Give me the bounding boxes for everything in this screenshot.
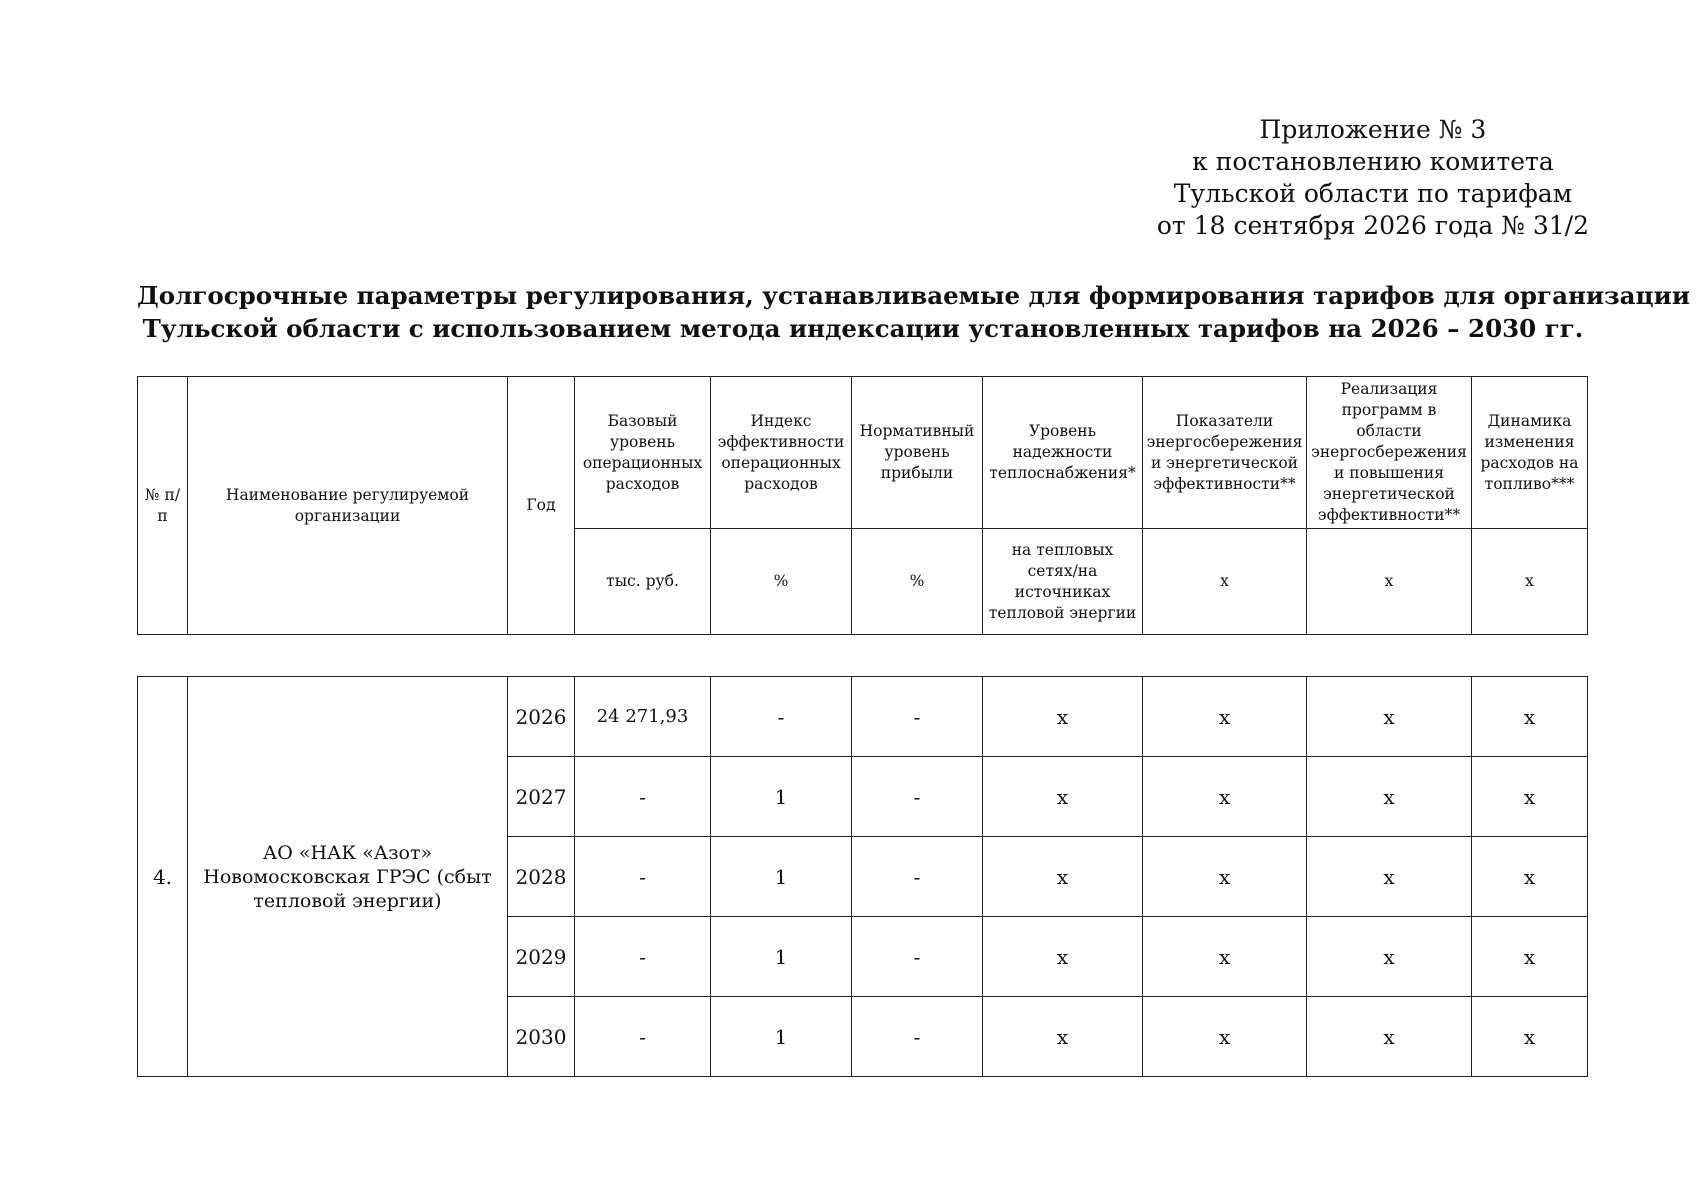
row-year: 2027 [508, 757, 575, 837]
row-reliability: х [983, 917, 1143, 997]
row-fuel: х [1472, 997, 1588, 1077]
unit-efficiency-index: % [711, 529, 852, 635]
row-fuel: х [1472, 917, 1588, 997]
row-reliability: х [983, 997, 1143, 1077]
unit-programs: х [1307, 529, 1472, 635]
row-fuel: х [1472, 677, 1588, 757]
unit-energy-saving: х [1143, 529, 1307, 635]
unit-fuel: х [1472, 529, 1588, 635]
appendix-line: от 18 сентября 2026 года № 31/2 [1156, 211, 1589, 240]
row-year: 2028 [508, 837, 575, 917]
row-base-cost: - [575, 757, 711, 837]
row-profit: - [852, 917, 983, 997]
header-reliability: Уровень надежности теплоснабжения* [983, 377, 1143, 529]
row-base-cost: - [575, 837, 711, 917]
row-programs: х [1307, 997, 1472, 1077]
unit-base-cost: тыс. руб. [575, 529, 711, 635]
row-base-cost: - [575, 917, 711, 997]
row-programs: х [1307, 837, 1472, 917]
row-programs: х [1307, 757, 1472, 837]
appendix-line: к постановлению комитета [1192, 147, 1554, 176]
entry-number: 4. [138, 677, 188, 1077]
row-fuel: х [1472, 757, 1588, 837]
header-energy-saving: Показатели энергосбережения и энергетической эффективности** [1143, 377, 1307, 529]
header-programs: Реализация программ в области энергосбережения и повышения энергетической эффективности** [1307, 377, 1472, 529]
unit-reliability: на тепловых сетях/на источниках тепловой энергии [983, 529, 1143, 635]
data-table [137, 676, 1588, 1077]
row-efficiency-index: 1 [711, 837, 852, 917]
appendix-line: Тульской области по тарифам [1173, 179, 1573, 208]
row-efficiency-index: 1 [711, 757, 852, 837]
row-energy-saving: х [1143, 757, 1307, 837]
header-table [137, 376, 1588, 635]
row-profit: - [852, 997, 983, 1077]
header-fuel: Динамика изменения расходов на топливо*** [1472, 377, 1588, 529]
title-line: Тульской области с использованием метода индексации установленных тарифов на 2026 – 2030 гг. [142, 314, 1584, 343]
row-profit: - [852, 837, 983, 917]
table-row [138, 677, 1588, 757]
row-programs: х [1307, 677, 1472, 757]
row-efficiency-index: 1 [711, 997, 852, 1077]
row-efficiency-index: 1 [711, 917, 852, 997]
header-org: Наименование регулируемой организации [188, 377, 508, 635]
organization-name: АО «НАК «Азот» Новомосковская ГРЭС (сбыт тепловой энергии) [188, 677, 508, 1077]
row-reliability: х [983, 677, 1143, 757]
row-energy-saving: х [1143, 917, 1307, 997]
header-num: № п/п [138, 377, 188, 635]
appendix-block [1157, 114, 1589, 242]
row-base-cost: - [575, 997, 711, 1077]
row-energy-saving: х [1143, 837, 1307, 917]
row-profit: - [852, 677, 983, 757]
row-efficiency-index: - [711, 677, 852, 757]
row-year: 2026 [508, 677, 575, 757]
header-profit: Нормативный уровень прибыли [852, 377, 983, 529]
row-energy-saving: х [1143, 997, 1307, 1077]
row-programs: х [1307, 917, 1472, 997]
unit-profit: % [852, 529, 983, 635]
row-profit: - [852, 757, 983, 837]
document-title [137, 279, 1690, 345]
header-base-cost: Базовый уровень операционных расходов [575, 377, 711, 529]
title-line: Долгосрочные параметры регулирования, устанавливаемые для формирования тарифов для организации [137, 281, 1690, 310]
header-year: Год [508, 377, 575, 635]
row-base-cost: 24 271,93 [575, 677, 711, 757]
row-reliability: х [983, 757, 1143, 837]
row-year: 2029 [508, 917, 575, 997]
row-fuel: х [1472, 837, 1588, 917]
row-energy-saving: х [1143, 677, 1307, 757]
row-reliability: х [983, 837, 1143, 917]
row-year: 2030 [508, 997, 575, 1077]
header-efficiency-index: Индекс эффективности операционных расходов [711, 377, 852, 529]
appendix-line: Приложение № 3 [1259, 115, 1487, 144]
